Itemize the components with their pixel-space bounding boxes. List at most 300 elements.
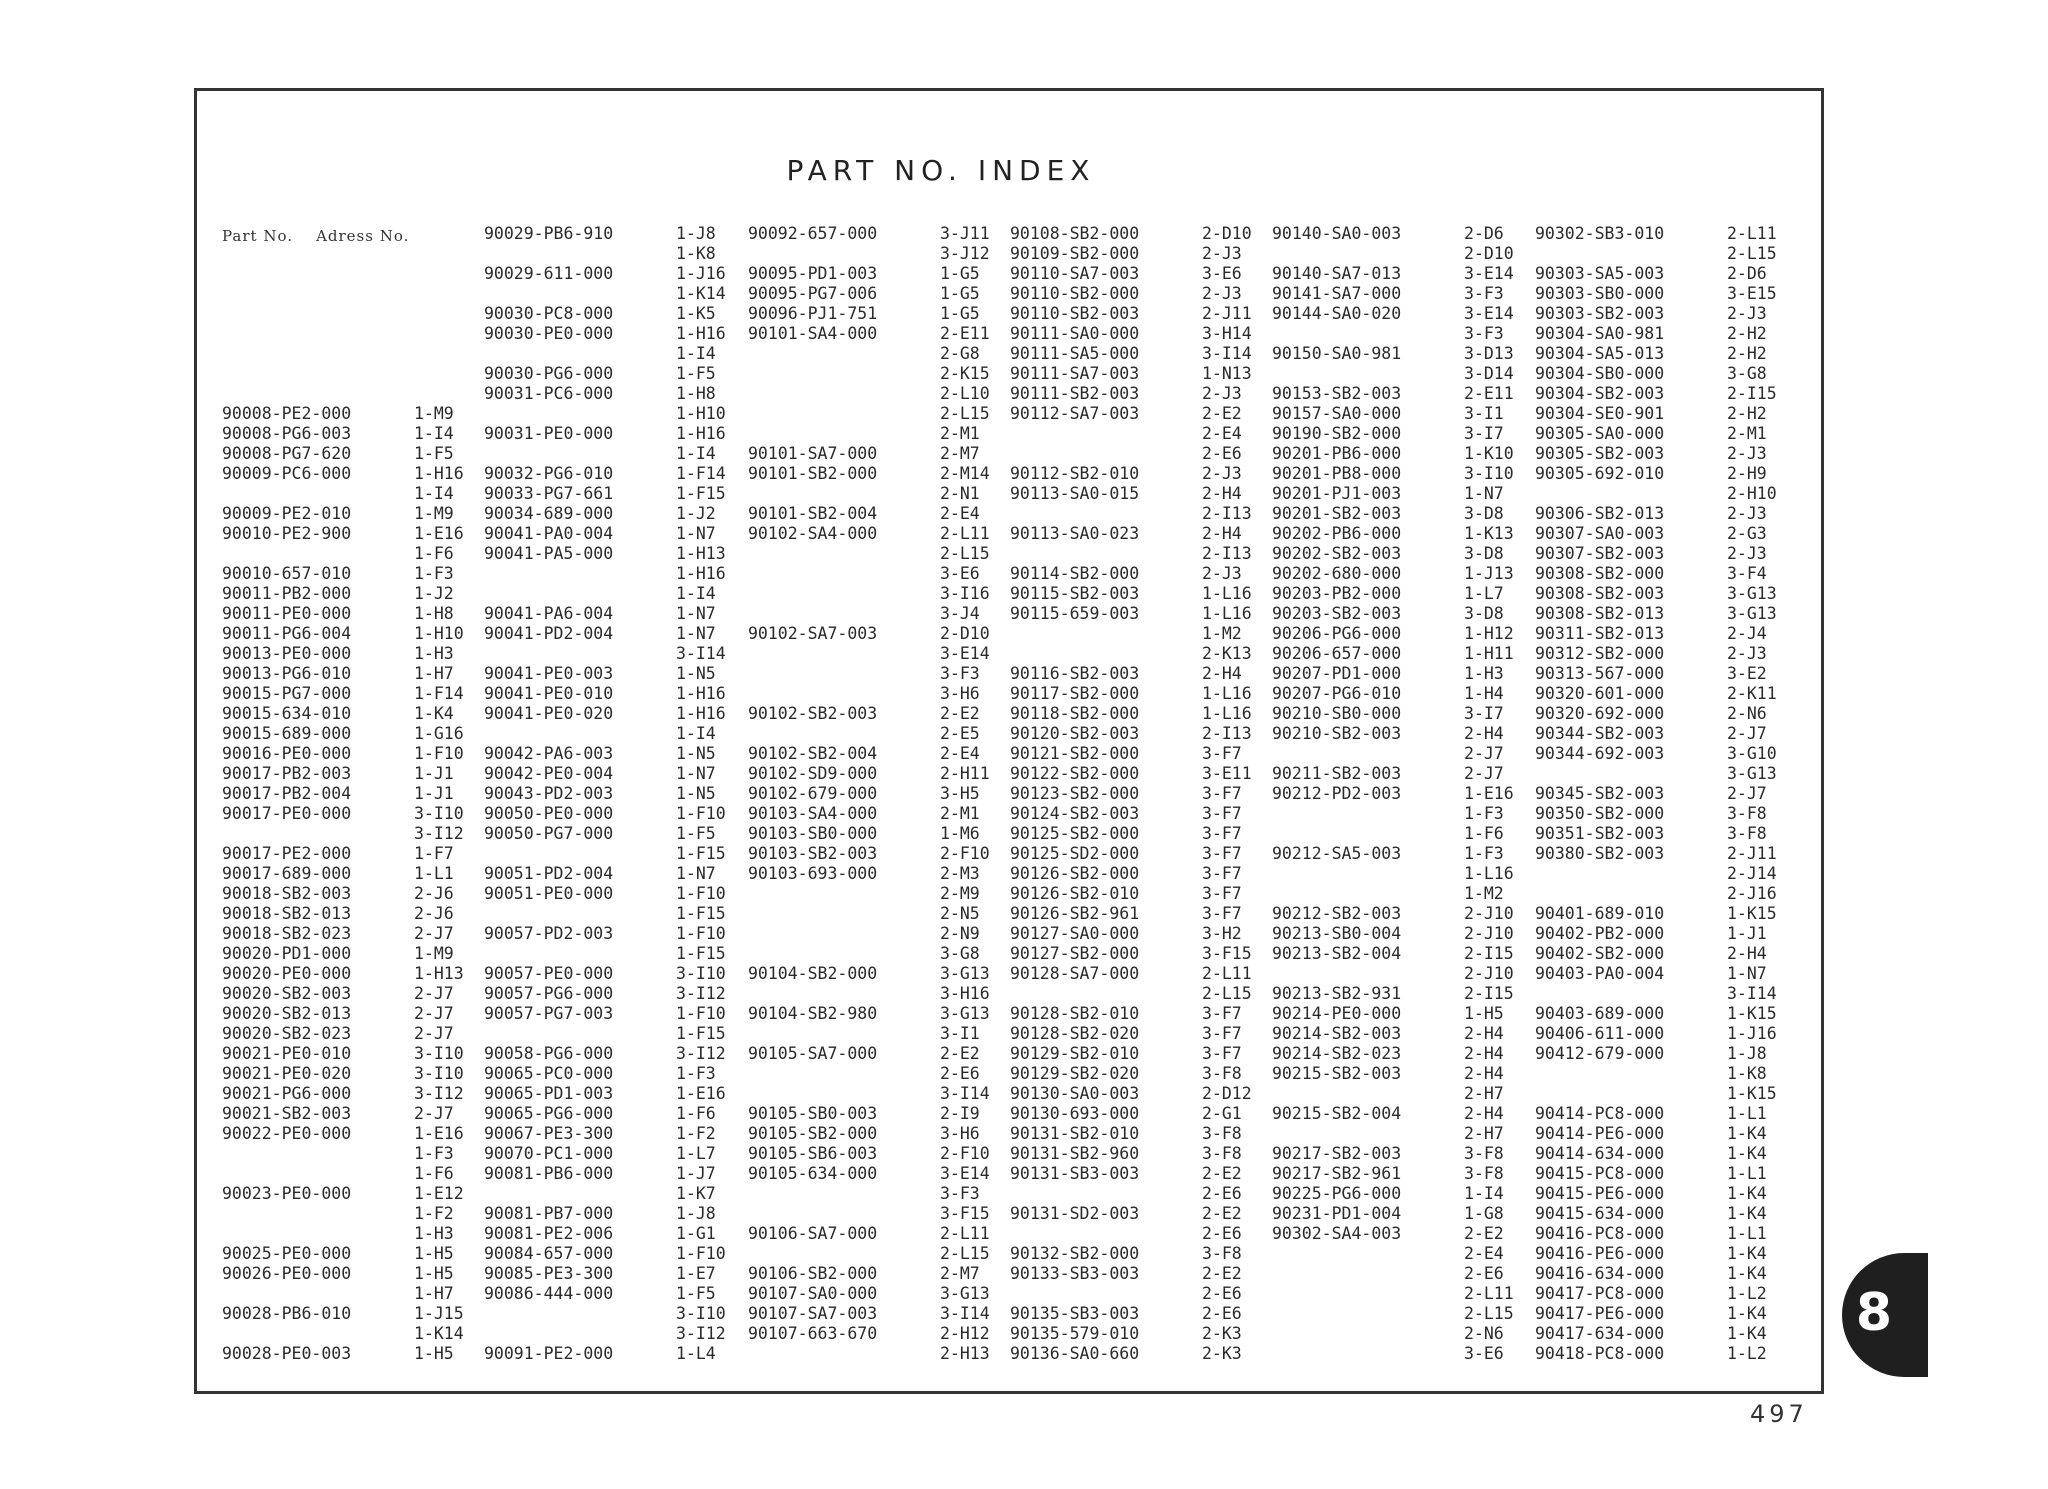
part-number: 90065-PG6-000 [484, 1104, 614, 1123]
part-number: 90043-PD2-003 [484, 784, 614, 803]
part-number: 90102-SA7-003 [748, 624, 878, 643]
part-number: 90042-PA6-003 [484, 744, 614, 763]
address-number: 2-N6 [1727, 704, 1767, 723]
address-number: 1-N5 [676, 744, 716, 763]
part-number: 90051-PE0-000 [484, 884, 614, 903]
address-number: 2-J3 [1202, 464, 1242, 483]
address-number: 1-F15 [676, 1024, 726, 1043]
address-number: 3-G13 [1727, 584, 1777, 603]
part-number: 90190-SB2-000 [1272, 424, 1402, 443]
address-number: 1-K14 [414, 1324, 464, 1343]
part-number: 90121-SB2-000 [1010, 744, 1140, 763]
address-number: 1-F6 [676, 1104, 716, 1123]
part-number: 90140-SA7-013 [1272, 264, 1402, 283]
part-number: 90113-SA0-015 [1010, 484, 1140, 503]
part-number: 90144-SA0-020 [1272, 304, 1402, 323]
part-number: 90111-SA0-000 [1010, 324, 1140, 343]
part-number: 90095-PD1-003 [748, 264, 878, 283]
page-title: PART NO. INDEX [786, 154, 1096, 187]
part-number: 90304-SA0-981 [1535, 324, 1665, 343]
part-number: 90320-692-000 [1535, 704, 1665, 723]
part-number: 90308-SB2-003 [1535, 584, 1665, 603]
address-number: 2-H4 [1202, 664, 1242, 683]
address-number: 2-M3 [940, 864, 980, 883]
part-number: 90417-PE6-000 [1535, 1304, 1665, 1323]
address-number: 3-F7 [1202, 1044, 1242, 1063]
part-number: 90402-PB2-000 [1535, 924, 1665, 943]
part-number: 90107-663-670 [748, 1324, 878, 1343]
address-number: 2-M1 [940, 804, 980, 823]
part-number: 90129-SB2-010 [1010, 1044, 1140, 1063]
part-number: 90020-SB2-003 [222, 984, 352, 1003]
address-number: 1-F5 [676, 1284, 716, 1303]
address-number: 1-F3 [1464, 804, 1504, 823]
address-number: 3-G10 [1727, 744, 1777, 763]
address-number: 3-E6 [940, 564, 980, 583]
address-number: 2-E2 [940, 704, 980, 723]
address-number: 1-N13 [1202, 364, 1252, 383]
part-number: 90011-PE0-000 [222, 604, 352, 623]
part-number: 90206-PG6-000 [1272, 624, 1402, 643]
address-number: 1-J1 [1727, 924, 1767, 943]
part-number: 90153-SB2-003 [1272, 384, 1402, 403]
part-number: 90303-SB0-000 [1535, 284, 1665, 303]
address-number: 1-E12 [414, 1184, 464, 1203]
address-number: 3-E6 [1464, 1344, 1504, 1363]
address-number: 2-E4 [1202, 424, 1242, 443]
part-number: 90320-601-000 [1535, 684, 1665, 703]
address-number: 1-F7 [414, 844, 454, 863]
part-number: 90307-SA0-003 [1535, 524, 1665, 543]
address-number: 1-F2 [414, 1204, 454, 1223]
part-number: 90203-PB2-000 [1272, 584, 1402, 603]
address-number: 1-G8 [1464, 1204, 1504, 1223]
address-number: 1-M9 [414, 404, 454, 423]
address-number: 2-J3 [1202, 384, 1242, 403]
address-number: 1-H16 [414, 464, 464, 483]
address-number: 2-J3 [1727, 644, 1767, 663]
part-number: 90202-PB6-000 [1272, 524, 1402, 543]
address-number: 1-L1 [1727, 1224, 1767, 1243]
address-number: 2-D10 [1202, 224, 1252, 243]
address-number: 1-J15 [414, 1304, 464, 1323]
address-number: 3-D13 [1464, 344, 1514, 363]
part-number: 90028-PE0-003 [222, 1344, 352, 1363]
address-number: 3-F7 [1202, 824, 1242, 843]
address-number: 2-M1 [1727, 424, 1767, 443]
address-number: 1-J8 [1727, 1044, 1767, 1063]
address-number: 2-L15 [940, 1244, 990, 1263]
page-number: 497 [1750, 1400, 1808, 1428]
part-number: 90416-634-000 [1535, 1264, 1665, 1283]
part-number: 90017-689-000 [222, 864, 352, 883]
address-number: 1-J8 [676, 1204, 716, 1223]
part-number: 90214-SB2-023 [1272, 1044, 1402, 1063]
address-number: 3-F4 [1727, 564, 1767, 583]
part-number: 90057-PD2-003 [484, 924, 614, 943]
address-number: 2-E2 [1202, 1204, 1242, 1223]
address-number: 2-E6 [1202, 1284, 1242, 1303]
part-number: 90120-SB2-003 [1010, 724, 1140, 743]
part-number: 90008-PG7-620 [222, 444, 352, 463]
address-number: 1-N7 [676, 624, 716, 643]
part-number: 90021-SB2-003 [222, 1104, 352, 1123]
address-number: 1-H10 [676, 404, 726, 423]
part-number: 90213-SB2-931 [1272, 984, 1402, 1003]
address-number: 3-G13 [940, 964, 990, 983]
address-number: 2-J7 [414, 924, 454, 943]
part-number: 90125-SB2-000 [1010, 824, 1140, 843]
address-number: 3-F3 [940, 1184, 980, 1203]
address-number: 2-H9 [1727, 464, 1767, 483]
address-number: 1-K4 [1727, 1324, 1767, 1343]
address-number: 2-E2 [1464, 1224, 1504, 1243]
address-number: 1-F2 [676, 1124, 716, 1143]
part-number: 90028-PB6-010 [222, 1304, 352, 1323]
address-number: 2-J3 [1202, 284, 1242, 303]
address-number: 1-N7 [676, 864, 716, 883]
part-number: 90210-SB0-000 [1272, 704, 1402, 723]
address-number: 2-J7 [414, 1104, 454, 1123]
address-number: 1-L2 [1727, 1284, 1767, 1303]
part-number: 90095-PG7-006 [748, 284, 878, 303]
part-number: 90081-PE2-006 [484, 1224, 614, 1243]
part-number: 90128-SB2-010 [1010, 1004, 1140, 1023]
part-number: 90128-SB2-020 [1010, 1024, 1140, 1043]
address-number: 2-D10 [940, 624, 990, 643]
address-number: 3-J11 [940, 224, 990, 243]
part-number: 90201-PB6-000 [1272, 444, 1402, 463]
address-number: 2-L11 [940, 1224, 990, 1243]
address-number: 3-F8 [1202, 1064, 1242, 1083]
part-number: 90105-SB2-000 [748, 1124, 878, 1143]
part-number: 90021-PE0-020 [222, 1064, 352, 1083]
part-number: 90130-693-000 [1010, 1104, 1140, 1123]
address-number: 3-I14 [940, 1084, 990, 1103]
address-number: 1-F5 [414, 444, 454, 463]
part-number: 90415-PC8-000 [1535, 1164, 1665, 1183]
address-number: 2-H7 [1464, 1084, 1504, 1103]
address-number: 2-L11 [1727, 224, 1777, 243]
part-number: 90029-611-000 [484, 264, 614, 283]
address-number: 3-I10 [676, 1304, 726, 1323]
address-number: 1-L16 [1202, 584, 1252, 603]
part-number: 90041-PA0-004 [484, 524, 614, 543]
part-number: 90402-SB2-000 [1535, 944, 1665, 963]
address-number: 3-D14 [1464, 364, 1514, 383]
address-number: 1-G16 [414, 724, 464, 743]
address-number: 2-K3 [1202, 1324, 1242, 1343]
address-number: 1-K15 [1727, 1084, 1777, 1103]
part-number: 90018-SB2-013 [222, 904, 352, 923]
address-number: 1-K15 [1727, 904, 1777, 923]
address-number: 1-H5 [414, 1264, 454, 1283]
part-number: 90126-SB2-010 [1010, 884, 1140, 903]
part-number: 90311-SB2-013 [1535, 624, 1665, 643]
address-number: 1-F6 [414, 544, 454, 563]
part-number: 90029-PB6-910 [484, 224, 614, 243]
part-number: 90417-PC8-000 [1535, 1284, 1665, 1303]
address-number: 3-D8 [1464, 604, 1504, 623]
part-number: 90115-659-003 [1010, 604, 1140, 623]
part-number: 90113-SA0-023 [1010, 524, 1140, 543]
part-number: 90021-PE0-010 [222, 1044, 352, 1063]
address-number: 2-G3 [1727, 524, 1767, 543]
part-number: 90127-SB2-000 [1010, 944, 1140, 963]
part-number: 90015-634-010 [222, 704, 352, 723]
address-number: 2-E6 [1202, 1224, 1242, 1243]
part-number: 90418-PC8-000 [1535, 1344, 1665, 1363]
address-number: 3-F7 [1202, 784, 1242, 803]
part-number: 90140-SA0-003 [1272, 224, 1402, 243]
part-number: 90010-PE2-900 [222, 524, 352, 543]
address-number: 2-N5 [940, 904, 980, 923]
address-number: 3-G8 [1727, 364, 1767, 383]
part-number: 90116-SB2-003 [1010, 664, 1140, 683]
address-number: 3-F7 [1202, 844, 1242, 863]
address-number: 1-H11 [1464, 644, 1514, 663]
part-number: 90021-PG6-000 [222, 1084, 352, 1103]
address-number: 1-H12 [1464, 624, 1514, 643]
part-number: 90051-PD2-004 [484, 864, 614, 883]
part-number: 90103-SB0-000 [748, 824, 878, 843]
part-number: 90103-SA4-000 [748, 804, 878, 823]
address-number: 1-F10 [414, 744, 464, 763]
address-number: 2-E6 [1464, 1264, 1504, 1283]
address-number: 2-E2 [1202, 1264, 1242, 1283]
address-number: 1-K4 [1727, 1304, 1767, 1323]
part-number: 90109-SB2-000 [1010, 244, 1140, 263]
address-number: 1-F15 [676, 944, 726, 963]
part-number: 90013-PG6-010 [222, 664, 352, 683]
part-number: 90131-SD2-003 [1010, 1204, 1140, 1223]
part-number: 90018-SB2-023 [222, 924, 352, 943]
address-number: 1-K4 [1727, 1184, 1767, 1203]
part-number: 90403-PA0-004 [1535, 964, 1665, 983]
part-number: 90414-PE6-000 [1535, 1124, 1665, 1143]
part-number: 90017-PE0-000 [222, 804, 352, 823]
part-number: 90008-PG6-003 [222, 424, 352, 443]
address-number: 3-F3 [940, 664, 980, 683]
part-number: 90096-PJ1-751 [748, 304, 878, 323]
part-number: 90417-634-000 [1535, 1324, 1665, 1343]
address-number: 1-H7 [414, 664, 454, 683]
address-number: 2-G1 [1202, 1104, 1242, 1123]
part-number: 90214-SB2-003 [1272, 1024, 1402, 1043]
address-number: 1-H16 [676, 424, 726, 443]
address-number: 3-F7 [1202, 1004, 1242, 1023]
address-number: 1-E16 [414, 1124, 464, 1143]
address-number: 2-M7 [940, 444, 980, 463]
address-number: 1-H5 [414, 1344, 454, 1363]
address-number: 2-E6 [1202, 1304, 1242, 1323]
part-number: 90016-PE0-000 [222, 744, 352, 763]
address-number: 3-E6 [1202, 264, 1242, 283]
part-number: 90215-SB2-004 [1272, 1104, 1402, 1123]
address-number: 1-I4 [1464, 1184, 1504, 1203]
part-number: 90020-SB2-023 [222, 1024, 352, 1043]
address-number: 1-N7 [1464, 484, 1504, 503]
part-number: 90414-634-000 [1535, 1144, 1665, 1163]
address-number: 2-N1 [940, 484, 980, 503]
address-number: 2-E2 [940, 1044, 980, 1063]
address-number: 3-I12 [414, 1084, 464, 1103]
part-number: 90105-SA7-000 [748, 1044, 878, 1063]
part-number: 90111-SB2-003 [1010, 384, 1140, 403]
address-number: 1-F5 [676, 364, 716, 383]
address-number: 2-J10 [1464, 904, 1514, 923]
address-number: 3-J12 [940, 244, 990, 263]
address-number: 1-F10 [676, 804, 726, 823]
address-number: 2-M1 [940, 424, 980, 443]
address-number: 2-H2 [1727, 404, 1767, 423]
part-number: 90107-SA0-000 [748, 1284, 878, 1303]
address-number: 2-L15 [1727, 244, 1777, 263]
address-number: 2-J11 [1727, 844, 1777, 863]
address-number: 1-I4 [414, 484, 454, 503]
address-number: 1-J8 [676, 224, 716, 243]
part-number: 90020-SB2-013 [222, 1004, 352, 1023]
address-number: 2-K3 [1202, 1344, 1242, 1363]
address-number: 1-H16 [676, 684, 726, 703]
part-number: 90212-SA5-003 [1272, 844, 1402, 863]
part-number: 90092-657-000 [748, 224, 878, 243]
address-number: 2-N9 [940, 924, 980, 943]
address-number: 1-H8 [414, 604, 454, 623]
address-number: 1-J7 [676, 1164, 716, 1183]
address-number: 2-J3 [1727, 304, 1767, 323]
part-number: 90104-SB2-980 [748, 1004, 878, 1023]
part-number: 90105-SB0-003 [748, 1104, 878, 1123]
address-number: 1-J16 [1727, 1024, 1777, 1043]
address-number: 2-D6 [1464, 224, 1504, 243]
part-number: 90041-PA6-004 [484, 604, 614, 623]
part-number: 90106-SB2-000 [748, 1264, 878, 1283]
part-number: 90112-SB2-010 [1010, 464, 1140, 483]
address-number: 3-E14 [1464, 304, 1514, 323]
address-number: 1-I4 [676, 344, 716, 363]
address-number: 2-J6 [414, 884, 454, 903]
address-number: 3-D8 [1464, 544, 1504, 563]
address-number: 1-K4 [414, 704, 454, 723]
address-number: 1-L16 [1202, 704, 1252, 723]
part-number: 90122-SB2-000 [1010, 764, 1140, 783]
address-number: 1-E16 [414, 524, 464, 543]
part-number: 90086-444-000 [484, 1284, 614, 1303]
address-number: 3-F15 [1202, 944, 1252, 963]
address-number: 1-H7 [414, 1284, 454, 1303]
header-part-no: Part No. [222, 227, 293, 245]
part-number: 90345-SB2-003 [1535, 784, 1665, 803]
part-number: 90013-PE0-000 [222, 644, 352, 663]
address-number: 2-L15 [940, 404, 990, 423]
address-number: 1-F3 [414, 1144, 454, 1163]
part-number: 90111-SA7-003 [1010, 364, 1140, 383]
part-number: 90032-PG6-010 [484, 464, 614, 483]
part-number: 90304-SE0-901 [1535, 404, 1665, 423]
address-number: 2-I13 [1202, 504, 1252, 523]
header-adress-no: Adress No. [316, 227, 410, 245]
part-number: 90102-SA4-000 [748, 524, 878, 543]
address-number: 3-F15 [940, 1204, 990, 1223]
address-number: 1-E16 [1464, 784, 1514, 803]
part-number: 90214-PE0-000 [1272, 1004, 1402, 1023]
address-number: 3-G13 [1727, 604, 1777, 623]
address-number: 2-H4 [1464, 1064, 1504, 1083]
address-number: 1-K7 [676, 1184, 716, 1203]
address-number: 2-J7 [1727, 724, 1767, 743]
part-number: 90304-SA5-013 [1535, 344, 1665, 363]
address-number: 2-L10 [940, 384, 990, 403]
part-number: 90412-679-000 [1535, 1044, 1665, 1063]
address-number: 3-I7 [1464, 704, 1504, 723]
part-number: 90115-SB2-003 [1010, 584, 1140, 603]
part-number: 90057-PG7-003 [484, 1004, 614, 1023]
address-number: 2-E6 [1202, 1184, 1242, 1203]
part-number: 90101-SA4-000 [748, 324, 878, 343]
part-number: 90128-SA7-000 [1010, 964, 1140, 983]
address-number: 3-G13 [940, 1004, 990, 1023]
address-number: 1-J16 [676, 264, 726, 283]
part-number: 90302-SA4-003 [1272, 1224, 1402, 1243]
address-number: 1-F5 [676, 824, 716, 843]
address-number: 1-H5 [1464, 1004, 1504, 1023]
address-number: 2-E6 [940, 1064, 980, 1083]
address-number: 1-N5 [676, 664, 716, 683]
address-number: 1-N5 [676, 784, 716, 803]
address-number: 2-E4 [940, 504, 980, 523]
address-number: 2-H2 [1727, 324, 1767, 343]
address-number: 3-H6 [940, 684, 980, 703]
address-number: 1-G1 [676, 1224, 716, 1243]
address-number: 2-F10 [940, 1144, 990, 1163]
address-number: 2-I13 [1202, 724, 1252, 743]
part-number: 90023-PE0-000 [222, 1184, 352, 1203]
part-number: 90103-SB2-003 [748, 844, 878, 863]
address-number: 1-H8 [676, 384, 716, 403]
address-number: 1-K10 [1464, 444, 1514, 463]
part-number: 90102-SB2-003 [748, 704, 878, 723]
address-number: 3-F3 [1464, 284, 1504, 303]
address-number: 1-H16 [676, 564, 726, 583]
address-number: 1-L1 [1727, 1164, 1767, 1183]
address-number: 2-J3 [1727, 504, 1767, 523]
part-number: 90302-SB3-010 [1535, 224, 1665, 243]
address-number: 2-H4 [1464, 1104, 1504, 1123]
address-number: 1-F3 [1464, 844, 1504, 863]
part-number: 90351-SB2-003 [1535, 824, 1665, 843]
part-number: 90033-PG7-661 [484, 484, 614, 503]
address-number: 1-J2 [414, 584, 454, 603]
part-number: 90008-PE2-000 [222, 404, 352, 423]
address-number: 1-L16 [1202, 604, 1252, 623]
part-number: 90104-SB2-000 [748, 964, 878, 983]
part-number: 90212-SB2-003 [1272, 904, 1402, 923]
address-number: 1-G5 [940, 284, 980, 303]
address-number: 2-H7 [1464, 1124, 1504, 1143]
address-number: 3-E2 [1727, 664, 1767, 683]
address-number: 3-I10 [414, 1044, 464, 1063]
address-number: 1-F10 [676, 1244, 726, 1263]
part-number: 90129-SB2-020 [1010, 1064, 1140, 1083]
address-number: 1-L16 [1202, 684, 1252, 703]
address-number: 1-M2 [1202, 624, 1242, 643]
address-number: 3-I12 [676, 1044, 726, 1063]
address-number: 2-L11 [1202, 964, 1252, 983]
address-number: 3-I10 [414, 804, 464, 823]
address-number: 3-I7 [1464, 424, 1504, 443]
address-number: 3-I12 [676, 984, 726, 1003]
